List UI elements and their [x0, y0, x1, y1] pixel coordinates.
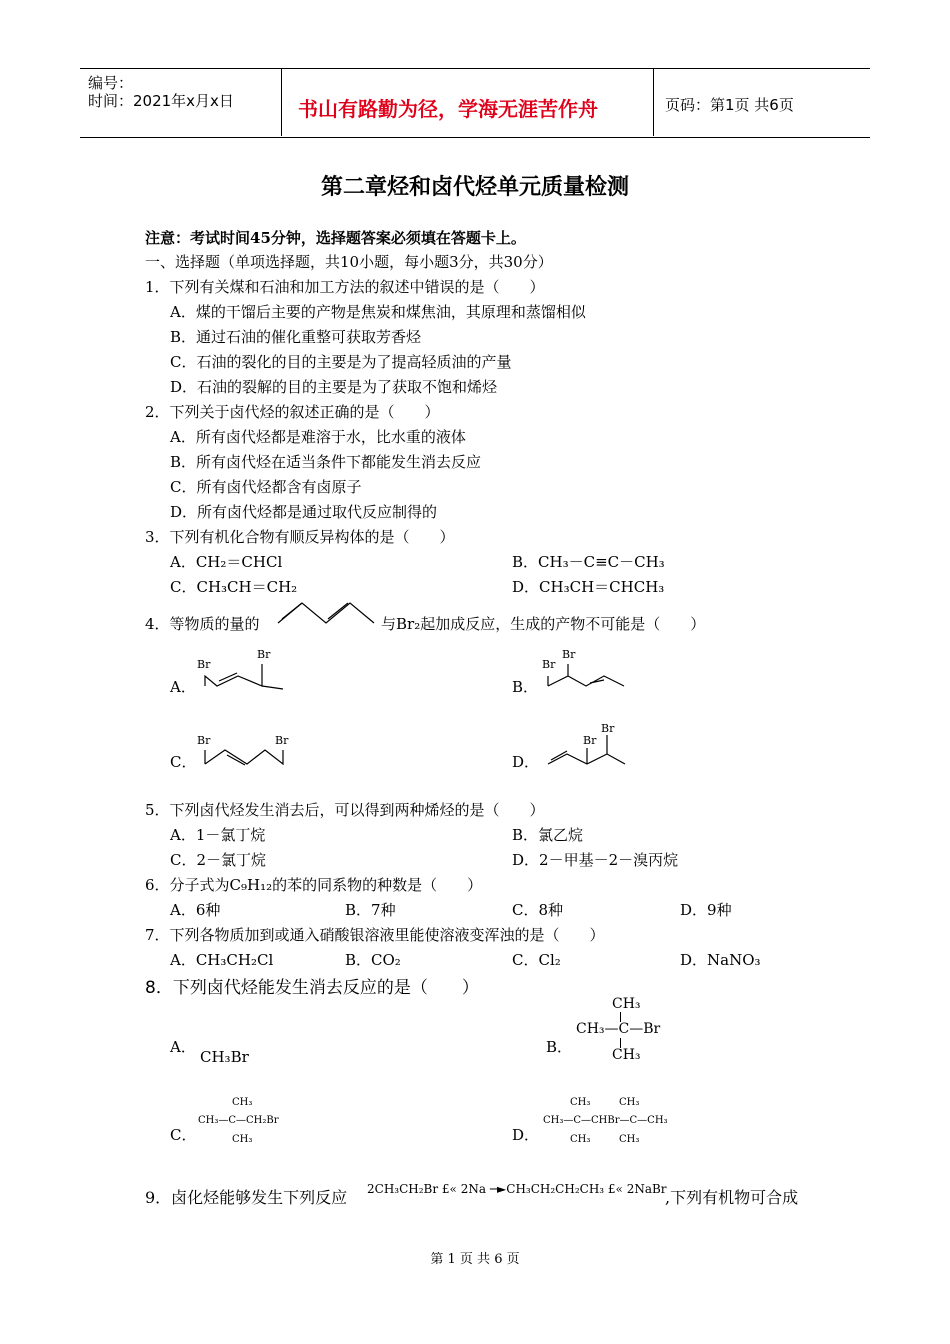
question-8-option-b: B．: [546, 1038, 573, 1056]
bromine-label: Br: [257, 648, 271, 661]
q9-reaction: 2CH₃CH₂Br £« 2Na ─►CH₃CH₂CH₂CH₃ £« 2NaBr: [367, 1182, 667, 1196]
q8-d-mid: CH₃—C—CHBr—C—CH₃: [543, 1115, 668, 1126]
page-title: 第二章烃和卤代烃单元质量检测: [320, 175, 629, 200]
question-7-stem: 7．下列各物质加到或通入硝酸银溶液里能使溶液变浑浊的是（ ）: [145, 926, 605, 944]
page-footer: 第 1 页 共 6 页: [430, 1252, 520, 1267]
question-6-option-d: D．9种: [680, 901, 732, 919]
question-5-option-a: A．1－氯丁烷: [170, 826, 266, 844]
butadiene-structure: [276, 598, 380, 628]
question-7-option-c: C．Cl₂: [512, 951, 561, 969]
question-5-option-d: D．2－甲基－2－溴丙烷: [512, 851, 679, 869]
header-motto: 书山有路勤为径，学海无涯苦作舟: [298, 97, 598, 121]
header-code-label: 编号：: [88, 74, 134, 92]
q8-d-top: CH₃ CH₃: [570, 1097, 640, 1108]
q8-c-top: CH₃: [232, 1097, 253, 1108]
question-7-option-b: B．CO₂: [345, 951, 401, 969]
question-8-stem: 8．下列卤代烃能发生消去反应的是（ ）: [145, 978, 479, 998]
question-7-option-a: A．CH₃CH₂Cl: [170, 951, 274, 969]
q8-c-mid: CH₃—C—CH₂Br: [198, 1115, 279, 1126]
question-4-option-d: D．: [512, 753, 540, 771]
question-1-option-a: A．煤的干馏后主要的产物是焦炭和煤焦油，其原理和蒸馏相似: [170, 303, 586, 321]
question-4-stem-pre: 4．等物质的量的: [145, 615, 260, 633]
option-c-structure: [195, 728, 295, 770]
header-page-label: 页码：第1页 共6页: [665, 96, 794, 114]
option-d-structure: [545, 720, 635, 770]
question-4-stem-post: 与Br₂起加成反应，生成的产物不可能是（ ）: [381, 615, 706, 633]
question-3-option-b: B．CH₃－C≡C－CH₃: [512, 553, 665, 571]
question-1-stem: 1．下列有关煤和石油和加工方法的叙述中错误的是（ ）: [145, 278, 545, 296]
question-5-option-c: C．2－氯丁烷: [170, 851, 267, 869]
question-6-option-a: A．6种: [170, 901, 221, 919]
question-3-option-c: C．CH₃CH＝CH₂: [170, 578, 298, 596]
question-2-option-c: C．所有卤代烃都含有卤原子: [170, 478, 362, 496]
question-4-option-c: C．: [170, 753, 197, 771]
q8-b-top: CH₃: [612, 996, 641, 1012]
question-4-option-a: A．: [170, 678, 196, 696]
q8-d-bot: CH₃ CH₃: [570, 1134, 640, 1145]
question-2-stem: 2．下列关于卤代烃的叙述正确的是（ ）: [145, 403, 440, 421]
question-1-option-c: C．石油的裂化的目的主要是为了提高轻质油的产量: [170, 353, 512, 371]
question-9-stem-post: ,下列有机物可合成: [665, 1188, 799, 1207]
question-9-stem-pre: 9．卤化烃能够发生下列反应: [145, 1188, 348, 1207]
question-7-option-d: D．NaNO₃: [680, 951, 761, 969]
question-2-option-d: D．所有卤代烃都是通过取代反应制得的: [170, 503, 438, 521]
bromine-label: Br: [197, 658, 211, 671]
question-6-option-b: B．7种: [345, 901, 396, 919]
question-4-option-b: B．: [512, 678, 539, 696]
bromine-label: Br: [583, 734, 597, 747]
question-3-stem: 3．下列有机化合物有顺反异构体的是（ ）: [145, 528, 455, 546]
q8-c-bot: CH₃: [232, 1134, 253, 1145]
bromine-label: Br: [601, 722, 615, 735]
bromine-label: Br: [542, 658, 556, 671]
option-b-structure: [540, 646, 635, 696]
option-a-structure: [195, 646, 290, 696]
question-1-option-b: B．通过石油的催化重整可获取芳香烃: [170, 328, 422, 346]
question-3-option-d: D．CH₃CH＝CHCH₃: [512, 578, 665, 596]
question-6-option-c: C．8种: [512, 901, 564, 919]
question-8-option-c: C．: [170, 1126, 197, 1144]
question-8-option-a: A．: [170, 1038, 196, 1056]
q8-b-bot: CH₃: [612, 1047, 641, 1063]
bromine-label: Br: [197, 734, 211, 747]
q8-b-mid: CH₃—C—Br: [576, 1021, 661, 1037]
question-2-option-a: A．所有卤代烃都是难溶于水，比水重的液体: [170, 428, 466, 446]
question-3-option-a: A．CH₂＝CHCl: [170, 553, 283, 571]
q8-a-formula: CH₃Br: [200, 1048, 249, 1066]
header-divider: [653, 68, 654, 136]
header-divider: [281, 68, 282, 136]
question-5-stem: 5．下列卤代烃发生消去后，可以得到两种烯烃的是（ ）: [145, 801, 545, 819]
header-date: 时间：2021年x月x日: [88, 92, 234, 110]
question-6-stem: 6．分子式为C₉H₁₂的苯的同系物的种数是（ ）: [145, 876, 483, 894]
question-2-option-b: B．所有卤代烃在适当条件下都能发生消去反应: [170, 453, 482, 471]
question-1-option-d: D．石油的裂解的目的主要是为了获取不饱和烯烃: [170, 378, 498, 396]
bromine-label: Br: [562, 648, 576, 661]
question-5-option-b: B．氯乙烷: [512, 826, 584, 844]
bromine-label: Br: [275, 734, 289, 747]
section-heading: 一、选择题（单项选择题，共10小题，每小题3分，共30分）: [145, 253, 553, 271]
question-8-option-d: D．: [512, 1126, 540, 1144]
exam-notice: 注意：考试时间45分钟，选择题答案必须填在答题卡上。: [145, 229, 526, 247]
